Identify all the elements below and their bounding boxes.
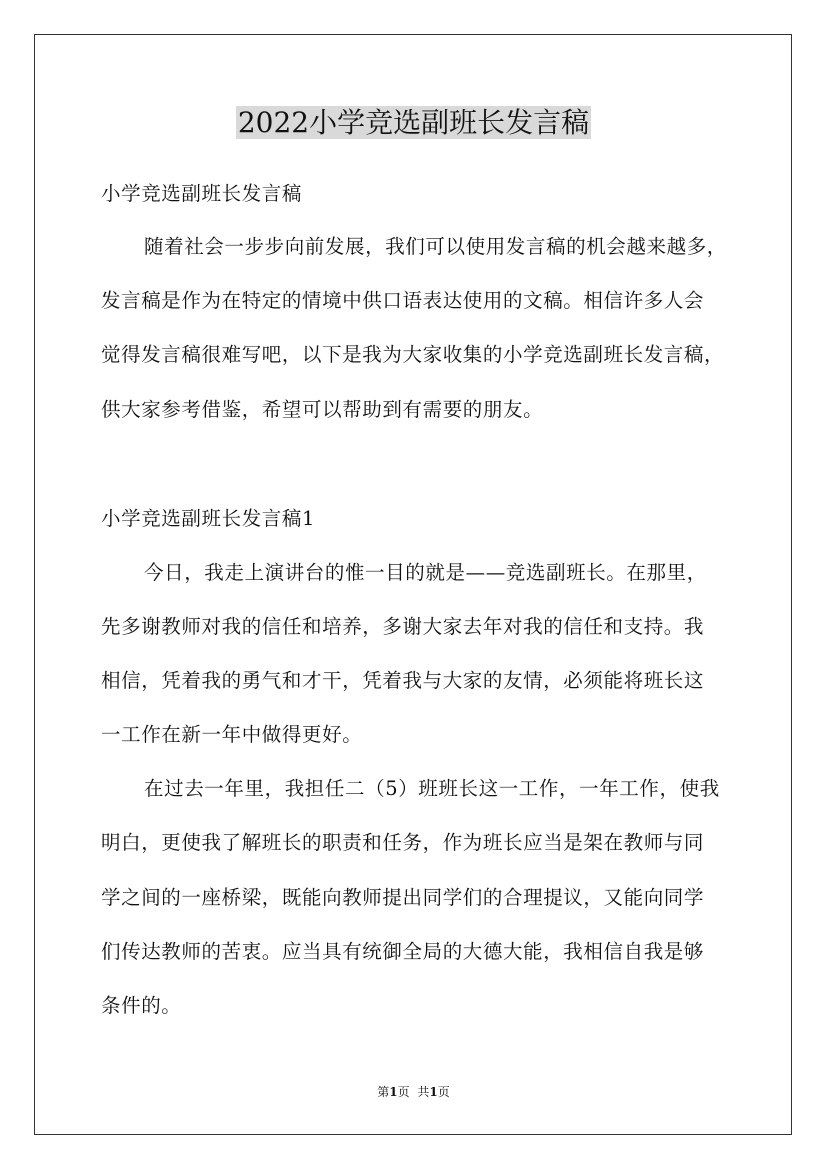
paragraph-line: 今日，我走上演讲台的惟一目的就是——竞选副班长。在那里，: [144, 561, 707, 584]
paragraph-line: 随着社会一步步向前发展，我们可以使用发言稿的机会越来越多，: [144, 235, 727, 258]
paragraph-line: 学之间的一座桥梁，既能向教师提出同学们的合理提议，又能向同学: [101, 886, 705, 909]
paragraph-line: 相信，凭着我的勇气和才干，凭着我与大家的友情，必须能将班长这: [101, 669, 705, 692]
paragraph-line: 条件的。: [101, 994, 182, 1017]
page-footer: [0, 1084, 827, 1100]
paragraph-line: 发言稿是作为在特定的情境中供口语表达使用的文稿。相信许多人会: [101, 289, 705, 312]
document-title: [0, 102, 827, 144]
paragraph-line: 先多谢教师对我的信任和培养，多谢大家去年对我的信任和支持。我: [101, 615, 705, 638]
section-heading-speech-1: 小学竞选副班长发言稿1: [101, 507, 316, 530]
document-title-text: 2022小学竞选副班长发言稿: [237, 106, 590, 139]
footer-total-suffix: 页: [437, 1085, 450, 1099]
footer-page-number: 1: [389, 1085, 398, 1099]
section-heading-intro: 小学竞选副班长发言稿: [101, 182, 303, 205]
paragraph-line: 一工作在新一年中做得更好。: [101, 723, 363, 746]
footer-page-suffix: 页: [397, 1085, 410, 1099]
paragraph-line: 供大家参考借鉴，希望可以帮助到有需要的朋友。: [101, 398, 544, 421]
paragraph-line: 明白，更使我了解班长的职责和任务，作为班长应当是架在教师与同: [101, 831, 705, 854]
footer-total-number: 1: [429, 1085, 438, 1099]
paragraph-line: 觉得发言稿很难写吧，以下是我为大家收集的小学竞选副班长发言稿，: [101, 343, 725, 366]
paragraph-line: 在过去一年里，我担任二（5）班班长这一工作，一年工作，使我: [144, 777, 720, 800]
paragraph-line: 们传达教师的苦衷。应当具有统御全局的大德大能，我相信自我是够: [101, 940, 705, 963]
footer-total-prefix: 共: [417, 1085, 430, 1099]
footer-page-prefix: 第: [377, 1085, 390, 1099]
